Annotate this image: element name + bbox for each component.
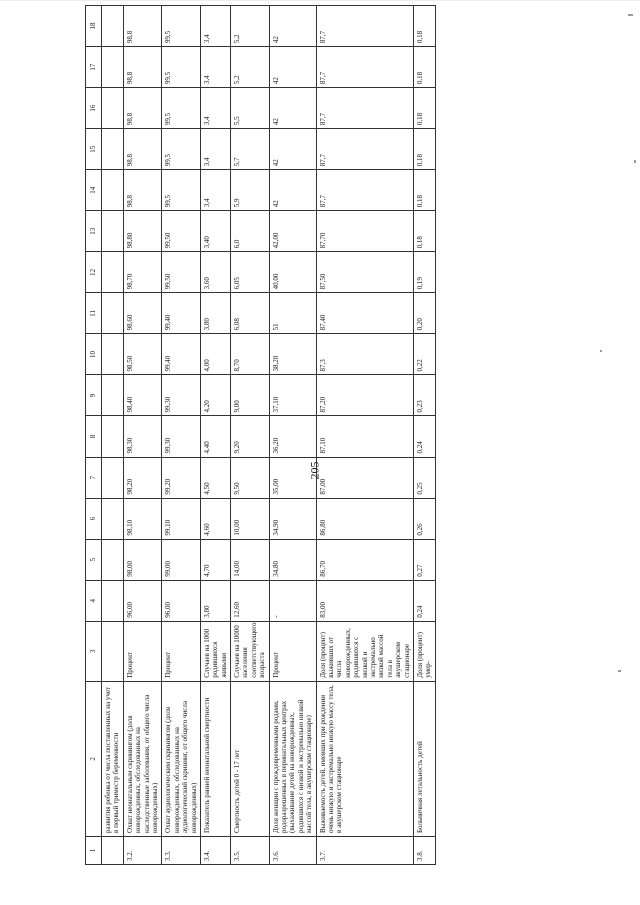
value-cell: 0,18: [413, 47, 435, 88]
value-cell: 99,5: [162, 129, 201, 170]
value-cell: 34,90: [269, 498, 316, 539]
table-row: [200, 6, 230, 865]
value-cell: [102, 539, 124, 580]
value-cell: 36,20: [269, 416, 316, 457]
value-cell: 87,00: [316, 457, 413, 498]
value-cell: 99,00: [162, 539, 201, 580]
column-header: 8: [86, 416, 102, 457]
indicator-name: Больничная летальность детей: [413, 681, 435, 836]
value-cell: 40,00: [269, 252, 316, 293]
value-cell: 0,22: [413, 334, 435, 375]
value-cell: 3,4: [200, 129, 230, 170]
value-cell: 87,50: [316, 252, 413, 293]
value-cell: 0,24: [413, 580, 435, 621]
header-row: [86, 6, 102, 865]
value-cell: 12,60: [231, 580, 270, 621]
value-cell: [102, 416, 124, 457]
value-cell: 34,80: [269, 539, 316, 580]
value-cell: 87,3: [316, 334, 413, 375]
value-cell: 0,25: [413, 457, 435, 498]
value-cell: [102, 293, 124, 334]
value-cell: [102, 252, 124, 293]
indicator-name: Выживаемость детей, имевших при рождении очень низкую и экстремально низкую массу тела, в акушерском стационаре: [316, 681, 413, 836]
value-cell: 87,7: [316, 88, 413, 129]
value-cell: 87,40: [316, 293, 413, 334]
value-cell: 96,00: [123, 580, 162, 621]
value-cell: 98,10: [123, 498, 162, 539]
value-cell: -: [269, 580, 316, 621]
column-header: 6: [86, 498, 102, 539]
value-cell: 87,20: [316, 375, 413, 416]
value-cell: 98,8: [123, 6, 162, 47]
value-cell: 99,5: [162, 170, 201, 211]
value-cell: 98,70: [123, 252, 162, 293]
value-cell: 98,8: [123, 170, 162, 211]
value-cell: 8,70: [231, 334, 270, 375]
indicators-table: [85, 5, 436, 865]
table-row: [102, 6, 124, 865]
value-cell: 98,60: [123, 293, 162, 334]
value-cell: 98,30: [123, 416, 162, 457]
column-header: 17: [86, 47, 102, 88]
table-row: [413, 6, 435, 865]
value-cell: 98,8: [123, 129, 162, 170]
value-cell: 0,18: [413, 211, 435, 252]
value-cell: 3,4: [200, 47, 230, 88]
value-cell: 5,2: [231, 47, 270, 88]
value-cell: 42: [269, 129, 316, 170]
unit-cell: [102, 621, 124, 681]
value-cell: 35,00: [269, 457, 316, 498]
row-number: 3.8.: [413, 836, 435, 864]
value-cell: 10,00: [231, 498, 270, 539]
column-header: 16: [86, 88, 102, 129]
column-header: 10: [86, 334, 102, 375]
scan-mark: [600, 350, 602, 352]
value-cell: 6,08: [231, 293, 270, 334]
column-header: 5: [86, 539, 102, 580]
value-cell: 6,05: [231, 252, 270, 293]
value-cell: 5,5: [231, 88, 270, 129]
unit-cell: Доля (процент) выживших от числа новорожденных, родившихся с низкой и экстремально низкой массой тела в акушерском стационаре: [316, 621, 413, 681]
column-header: 9: [86, 375, 102, 416]
value-cell: 99,20: [162, 457, 201, 498]
value-cell: 3,4: [200, 6, 230, 47]
value-cell: 9,50: [231, 457, 270, 498]
value-cell: 37,10: [269, 375, 316, 416]
value-cell: 0,23: [413, 375, 435, 416]
value-cell: 98,50: [123, 334, 162, 375]
table-row: [162, 6, 201, 865]
value-cell: 0,19: [413, 252, 435, 293]
value-cell: 87,70: [316, 211, 413, 252]
value-cell: 5,7: [231, 129, 270, 170]
value-cell: 99,5: [162, 6, 201, 47]
scan-mark: [634, 160, 636, 163]
indicator-name: Охват неонатальным скринингом (доля новорожденных, обследованных на наследственные заболевания, от общего числа новорожденных): [123, 681, 162, 836]
column-header: 13: [86, 211, 102, 252]
row-number: 3.5.: [231, 836, 270, 864]
value-cell: 83,00: [316, 580, 413, 621]
value-cell: [102, 375, 124, 416]
value-cell: 5,2: [231, 6, 270, 47]
value-cell: 4,60: [200, 498, 230, 539]
value-cell: [102, 211, 124, 252]
value-cell: [102, 580, 124, 621]
value-cell: 87,7: [316, 6, 413, 47]
value-cell: 87,7: [316, 47, 413, 88]
value-cell: 42,00: [269, 211, 316, 252]
value-cell: 42: [269, 6, 316, 47]
scan-mark: [618, 670, 621, 672]
row-number: 3.6.: [269, 836, 316, 864]
value-cell: 0,27: [413, 539, 435, 580]
column-header: 18: [86, 6, 102, 47]
value-cell: 0,18: [413, 88, 435, 129]
value-cell: 14,00: [231, 539, 270, 580]
value-cell: 5,9: [231, 170, 270, 211]
value-cell: 3,80: [200, 293, 230, 334]
value-cell: 38,20: [269, 334, 316, 375]
value-cell: 98,20: [123, 457, 162, 498]
value-cell: 99,40: [162, 293, 201, 334]
value-cell: 6,0: [231, 211, 270, 252]
row-number: 3.4.: [200, 836, 230, 864]
value-cell: 4,50: [200, 457, 230, 498]
value-cell: 87,7: [316, 170, 413, 211]
value-cell: 0,24: [413, 416, 435, 457]
unit-cell: Случаев на 10000 населения соответствующего возраста: [231, 621, 270, 681]
column-header: 4: [86, 580, 102, 621]
value-cell: 99,50: [162, 211, 201, 252]
value-cell: 99,40: [162, 334, 201, 375]
value-cell: 0,18: [413, 129, 435, 170]
value-cell: 98,8: [123, 88, 162, 129]
column-header: 12: [86, 252, 102, 293]
value-cell: [102, 170, 124, 211]
value-cell: 99,50: [162, 252, 201, 293]
row-number: [102, 836, 124, 864]
column-header: 14: [86, 170, 102, 211]
value-cell: [102, 334, 124, 375]
column-header: 11: [86, 293, 102, 334]
table-row: [269, 6, 316, 865]
unit-cell: Случаев на 1000 родившихся живыми: [200, 621, 230, 681]
value-cell: 4,20: [200, 375, 230, 416]
row-number: 3.3.: [162, 836, 201, 864]
table-row: [316, 6, 413, 865]
value-cell: 99,5: [162, 47, 201, 88]
indicator-name: Доля женщин с преждевременными родами, родоразрешенных в перинатальных центрах (выхаживание детей на новорожденных, родившихся с низкой и экстремально низкой массой тела, в акушерском стационаре): [269, 681, 316, 836]
value-cell: 0,18: [413, 6, 435, 47]
value-cell: 98,00: [123, 539, 162, 580]
indicator-name: Охват аудиологическим скринингом (доля новорожденных, обследованных на аудиологический скрининг, от общего числа новорожденных): [162, 681, 201, 836]
value-cell: 3,4: [200, 170, 230, 211]
value-cell: 9,00: [231, 375, 270, 416]
value-cell: [102, 47, 124, 88]
value-cell: 87,10: [316, 416, 413, 457]
value-cell: 99,30: [162, 416, 201, 457]
unit-cell: Доля (процент) умер-: [413, 621, 435, 681]
value-cell: 3,4: [200, 88, 230, 129]
value-cell: 98,40: [123, 375, 162, 416]
value-cell: [102, 6, 124, 47]
row-number: 3.2.: [123, 836, 162, 864]
value-cell: 87,7: [316, 129, 413, 170]
row-number: 3.7.: [316, 836, 413, 864]
value-cell: 42: [269, 88, 316, 129]
indicator-name: развития ребенка от числа поставленных на учет в первый триместр беременности: [102, 681, 124, 836]
unit-cell: Процент: [162, 621, 201, 681]
value-cell: 99,5: [162, 88, 201, 129]
value-cell: 98,80: [123, 211, 162, 252]
value-cell: [102, 498, 124, 539]
value-cell: 3,40: [200, 211, 230, 252]
page-number: 205: [307, 461, 322, 480]
value-cell: 51: [269, 293, 316, 334]
scan-mark: [628, 14, 633, 16]
value-cell: 0,18: [413, 170, 435, 211]
value-cell: [102, 457, 124, 498]
value-cell: 86,80: [316, 498, 413, 539]
column-header: 3: [86, 621, 102, 681]
value-cell: 4,70: [200, 539, 230, 580]
value-cell: 99,30: [162, 375, 201, 416]
indicator-name: Показатель ранней неонатальной смертности: [200, 681, 230, 836]
value-cell: [102, 88, 124, 129]
value-cell: 3,80: [200, 580, 230, 621]
column-header: 7: [86, 457, 102, 498]
value-cell: 9,20: [231, 416, 270, 457]
table-row: [123, 6, 162, 865]
indicator-name: Смертность детей 0 - 17 лет: [231, 681, 270, 836]
value-cell: 42: [269, 170, 316, 211]
value-cell: 3,60: [200, 252, 230, 293]
table-body: [86, 6, 436, 865]
value-cell: 96,00: [162, 580, 201, 621]
value-cell: 98,8: [123, 47, 162, 88]
value-cell: 86,70: [316, 539, 413, 580]
column-header: 1: [86, 836, 102, 864]
table-row: [231, 6, 270, 865]
value-cell: 0,26: [413, 498, 435, 539]
column-header: 2: [86, 681, 102, 836]
value-cell: 0,20: [413, 293, 435, 334]
unit-cell: Процент: [123, 621, 162, 681]
value-cell: 4,00: [200, 334, 230, 375]
value-cell: 99,10: [162, 498, 201, 539]
value-cell: [102, 129, 124, 170]
unit-cell: Процент: [269, 621, 316, 681]
value-cell: 42: [269, 47, 316, 88]
value-cell: 4,40: [200, 416, 230, 457]
column-header: 15: [86, 129, 102, 170]
